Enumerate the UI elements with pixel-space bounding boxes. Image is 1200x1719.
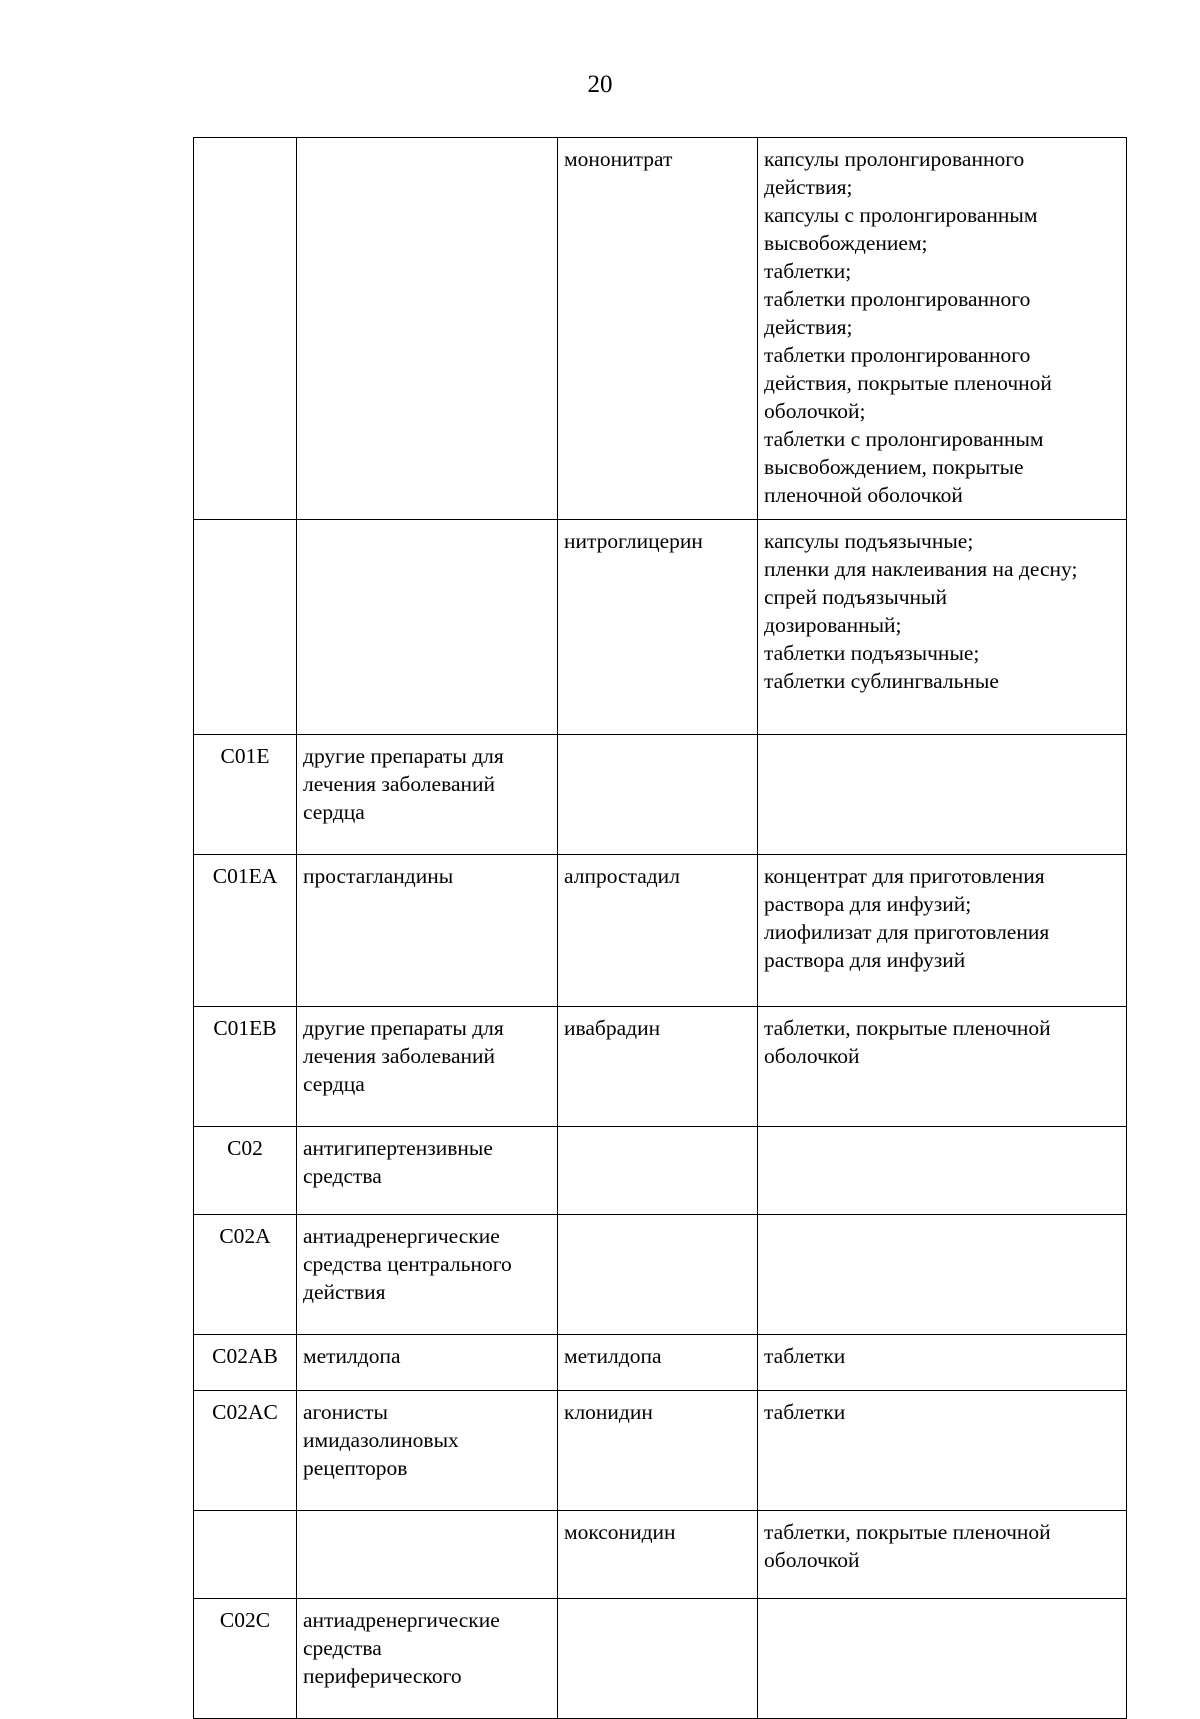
dosage-form-line: таблетки пролонгированного <box>764 343 1031 367</box>
atc-code: C01E <box>220 744 270 768</box>
medicinal-substance-cell <box>558 1215 758 1335</box>
atc-code: C02A <box>219 1224 271 1248</box>
table-row <box>194 1007 1127 1127</box>
medicinal-substance-cell <box>558 1007 758 1127</box>
atc-code: C02 <box>227 1136 263 1160</box>
dosage-forms-cell <box>758 855 1127 1007</box>
dosage-form-line: капсулы подъязычные; <box>764 529 974 553</box>
dosage-form-line: пленочной оболочкой <box>764 483 963 507</box>
dosage-forms-cell <box>758 1391 1127 1511</box>
dosage-form-line: высвобождением; <box>764 231 928 255</box>
medicinal-substance: нитроглицерин <box>564 529 703 553</box>
anatomical-therapeutic-group-cell <box>297 138 558 520</box>
medicinal-substance: алпростадил <box>564 864 680 888</box>
medicinal-substance-cell <box>558 520 758 735</box>
dosage-forms-cell <box>758 138 1127 520</box>
group-text-line: другие препараты для <box>303 1016 504 1040</box>
dosage-forms-cell <box>758 735 1127 855</box>
dosage-form-line: таблетки подъязычные; <box>764 641 980 665</box>
dosage-form-line: капсулы с пролонгированным <box>764 203 1038 227</box>
dosage-forms-cell <box>758 520 1127 735</box>
medicinal-substance: моксонидин <box>564 1520 676 1544</box>
medicinal-substance: клонидин <box>564 1400 653 1424</box>
medicinal-substance-cell <box>558 1599 758 1719</box>
group-text-line: средства <box>303 1164 382 1188</box>
group-text-line: действия <box>303 1280 386 1304</box>
dosage-form-line: раствора для инфузий <box>764 948 966 972</box>
dosage-form-line: действия, покрытые пленочной <box>764 371 1052 395</box>
dosage-form-line: пленки для наклеивания на десну; <box>764 557 1078 581</box>
table-row <box>194 1391 1127 1511</box>
dosage-forms-cell <box>758 1335 1127 1391</box>
table-row <box>194 855 1127 1007</box>
atc-code-cell <box>194 138 297 520</box>
dosage-form-line: таблетки; <box>764 259 852 283</box>
group-text-line: лечения заболеваний <box>303 1044 496 1068</box>
dosage-forms-cell <box>758 1127 1127 1215</box>
table-row <box>194 1599 1127 1719</box>
atc-code-cell <box>194 1215 297 1335</box>
group-text-line: агонисты <box>303 1400 388 1424</box>
group-text-line: средства <box>303 1636 382 1660</box>
atc-code-cell <box>194 1391 297 1511</box>
table-row <box>194 1335 1127 1391</box>
dosage-form-line: дозированный; <box>764 613 902 637</box>
medicinal-substance-cell <box>558 855 758 1007</box>
anatomical-therapeutic-group-cell <box>297 1127 558 1215</box>
group-text-line: рецепторов <box>303 1456 408 1480</box>
atc-code: C02AC <box>212 1400 278 1424</box>
atc-code-cell <box>194 1127 297 1215</box>
medicinal-substance-cell <box>558 1391 758 1511</box>
anatomical-therapeutic-group-cell <box>297 735 558 855</box>
atc-code: C02AB <box>212 1344 278 1368</box>
dosage-forms-cell <box>758 1215 1127 1335</box>
anatomical-therapeutic-group-cell <box>297 1511 558 1599</box>
medicinal-substance-cell <box>558 138 758 520</box>
group-text-line: лечения заболеваний <box>303 772 496 796</box>
group-text-line: антиадренергические <box>303 1224 500 1248</box>
anatomical-therapeutic-group-cell <box>297 855 558 1007</box>
anatomical-therapeutic-group-cell <box>297 1335 558 1391</box>
dosage-forms-cell <box>758 1511 1127 1599</box>
table-row <box>194 520 1127 735</box>
dosage-form-line: спрей подъязычный <box>764 585 948 609</box>
table-row <box>194 1511 1127 1599</box>
medicinal-substance-cell <box>558 1511 758 1599</box>
atc-code-cell <box>194 855 297 1007</box>
dosage-form-line: таблетки с пролонгированным <box>764 427 1044 451</box>
atc-code-cell <box>194 735 297 855</box>
dosage-forms-cell <box>758 1007 1127 1127</box>
dosage-form-line: таблетки <box>764 1344 846 1368</box>
dosage-forms-cell <box>758 1599 1127 1719</box>
atc-code-cell <box>194 1599 297 1719</box>
dosage-form-line: таблетки, покрытые пленочной <box>764 1520 1051 1544</box>
dosage-form-line: концентрат для приготовления <box>764 864 1045 888</box>
anatomical-therapeutic-group-cell <box>297 1599 558 1719</box>
dosage-form-line: таблетки <box>764 1400 846 1424</box>
dosage-form-line: высвобождением, покрытые <box>764 455 1024 479</box>
group-text-line: сердца <box>303 1072 365 1096</box>
dosage-form-line: таблетки пролонгированного <box>764 287 1031 311</box>
dosage-form-line: капсулы пролонгированного <box>764 147 1025 171</box>
medicinal-substance-cell <box>558 735 758 855</box>
page-number: 20 <box>587 71 613 98</box>
anatomical-therapeutic-group-cell <box>297 1007 558 1127</box>
table-row <box>194 735 1127 855</box>
atc-code: C02C <box>219 1608 271 1632</box>
atc-code-cell <box>194 520 297 735</box>
group-text-line: антиадренергические <box>303 1608 500 1632</box>
drug-table <box>193 137 1127 1719</box>
table-row <box>194 1127 1127 1215</box>
anatomical-therapeutic-group-cell <box>297 1391 558 1511</box>
atc-code-cell <box>194 1007 297 1127</box>
dosage-form-line: действия; <box>764 315 853 339</box>
group-text-line: другие препараты для <box>303 744 504 768</box>
atc-code-cell <box>194 1335 297 1391</box>
dosage-form-line: оболочкой; <box>764 399 866 423</box>
medicinal-substance: ивабрадин <box>564 1016 661 1040</box>
dosage-form-line: оболочкой <box>764 1548 860 1572</box>
dosage-form-line: таблетки, покрытые пленочной <box>764 1016 1051 1040</box>
group-text-line: антигипертензивные <box>303 1136 493 1160</box>
group-text-line: периферического <box>303 1664 462 1688</box>
dosage-form-line: таблетки сублингвальные <box>764 669 999 693</box>
medicinal-substance: метилдопа <box>564 1344 662 1368</box>
atc-code-cell <box>194 1511 297 1599</box>
medicinal-substance-cell <box>558 1127 758 1215</box>
group-text-line: средства центрального <box>303 1252 512 1276</box>
group-text-line: сердца <box>303 800 365 824</box>
dosage-form-line: раствора для инфузий; <box>764 892 972 916</box>
dosage-form-line: оболочкой <box>764 1044 860 1068</box>
group-text-line: метилдопа <box>303 1344 401 1368</box>
dosage-form-line: лиофилизат для приготовления <box>764 920 1050 944</box>
table-row <box>194 1215 1127 1335</box>
dosage-form-line: действия; <box>764 175 853 199</box>
atc-code: C01EB <box>213 1016 277 1040</box>
medicinal-substance-cell <box>558 1335 758 1391</box>
table-row <box>194 138 1127 520</box>
atc-code: C01EA <box>212 864 278 888</box>
anatomical-therapeutic-group-cell <box>297 1215 558 1335</box>
anatomical-therapeutic-group-cell <box>297 520 558 735</box>
group-text-line: простагландины <box>303 864 454 888</box>
medicinal-substance: мононитрат <box>564 147 673 171</box>
table-body <box>194 138 1127 1719</box>
group-text-line: имидазолиновых <box>303 1428 459 1452</box>
